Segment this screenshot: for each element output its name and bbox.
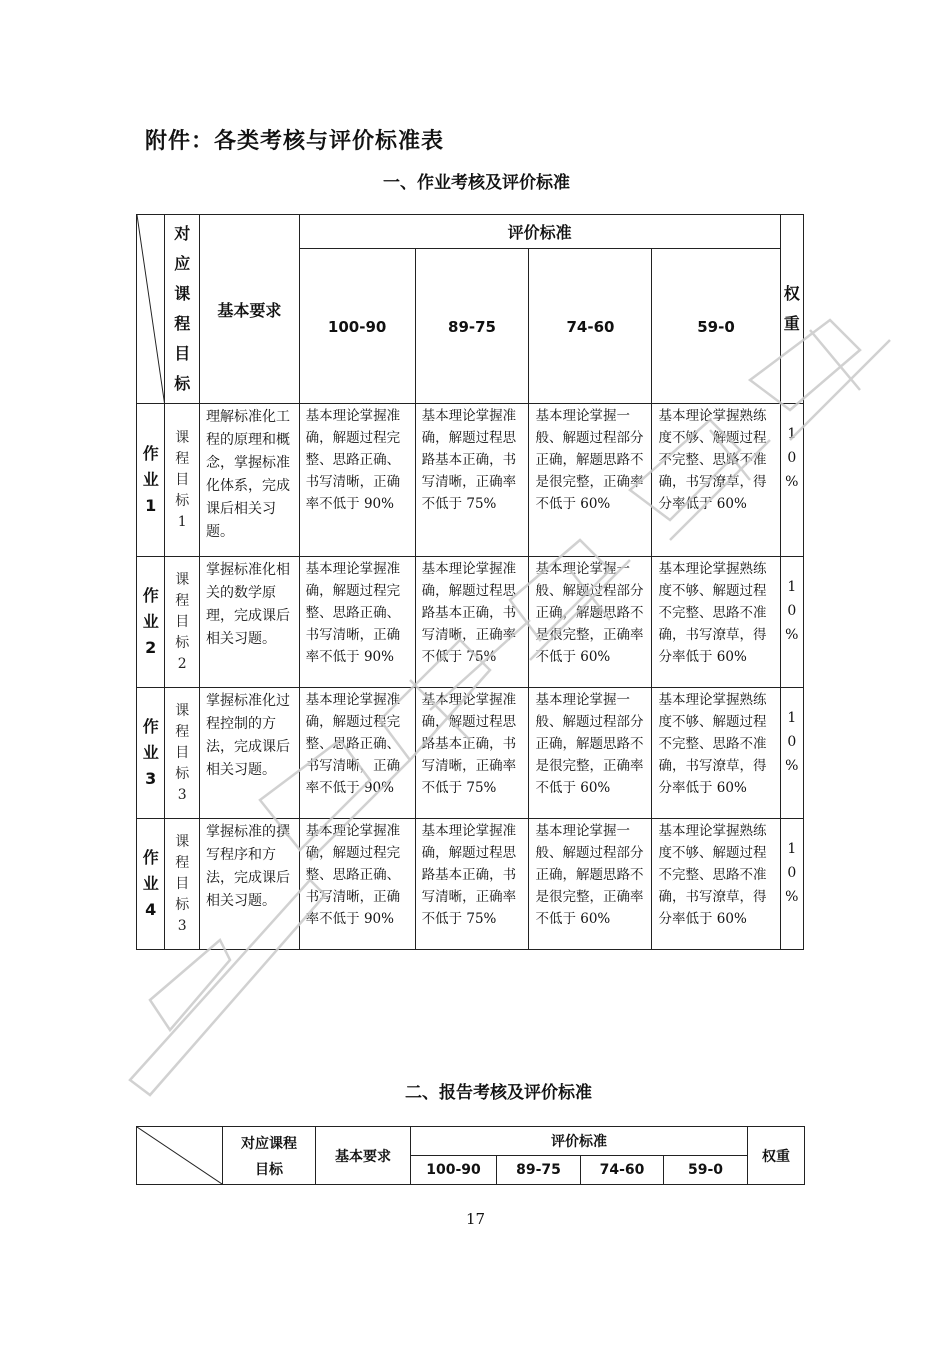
row-course-goal: 课 程 目 标 3	[165, 819, 200, 950]
row-requirement: 掌握标准的撰写程序和方法，完成课后相关习题。	[200, 819, 300, 950]
criteria-59-0: 基本理论掌握熟练度不够、解题过程不完整、思路不准确，书写潦草，得分率低于 60%	[652, 404, 780, 557]
band-89-75: 89-75	[415, 249, 529, 404]
band-100-90: 100-90	[299, 249, 415, 404]
criteria-100-90: 基本理论掌握准确，解题过程完整、思路正确、书写清晰，正确率不低于 90%	[299, 688, 415, 819]
header-basic-requirement: 基本要求	[316, 1127, 411, 1185]
row-requirement: 掌握标准化相关的数学原理，完成课后相关习题。	[200, 557, 300, 688]
header-evaluation-criteria: 评价标准	[411, 1127, 748, 1156]
table-row	[137, 819, 804, 950]
row-course-goal: 课 程 目 标 1	[165, 404, 200, 557]
criteria-74-60: 基本理论掌握一般、解题过程部分正确，解题思路不是很完整，正确率不低于 60%	[529, 404, 652, 557]
table-row	[137, 688, 804, 819]
row-label: 作 业 1	[137, 404, 165, 557]
criteria-89-75: 基本理论掌握准确，解题过程思路基本正确，书写清晰，正确率不低于 75%	[415, 688, 529, 819]
criteria-89-75: 基本理论掌握准确，解题过程思路基本正确，书写清晰，正确率不低于 75%	[415, 819, 529, 950]
row-requirement: 掌握标准化过程控制的方法，完成课后相关习题。	[200, 688, 300, 819]
diagonal-header-cell	[137, 215, 165, 404]
row-label: 作 业 3	[137, 688, 165, 819]
band-100-90: 100-90	[411, 1156, 497, 1185]
criteria-89-75: 基本理论掌握准确，解题过程思路基本正确，书写清晰，正确率不低于 75%	[415, 404, 529, 557]
criteria-74-60: 基本理论掌握一般、解题过程部分正确，解题思路不是很完整，正确率不低于 60%	[529, 557, 652, 688]
header-course-goal: 对 应 课 程 目 标	[165, 215, 200, 404]
header-evaluation-criteria: 评价标准	[299, 215, 780, 249]
criteria-89-75: 基本理论掌握准确，解题过程思路基本正确，书写清晰，正确率不低于 75%	[415, 557, 529, 688]
criteria-100-90: 基本理论掌握准确，解题过程完整、思路正确、书写清晰，正确率不低于 90%	[299, 819, 415, 950]
header-course-goal: 对应课程 目标	[223, 1127, 316, 1185]
criteria-74-60: 基本理论掌握一般、解题过程部分正确，解题思路不是很完整，正确率不低于 60%	[529, 819, 652, 950]
row-requirement: 理解标准化工程的原理和概念，掌握标准化体系，完成课后相关习题。	[200, 404, 300, 557]
row-weight: 1 0 %	[780, 819, 803, 950]
row-weight: 1 0 %	[780, 404, 803, 557]
criteria-59-0: 基本理论掌握熟练度不够、解题过程不完整、思路不准确，书写潦草，得分率低于 60%	[652, 557, 780, 688]
table-row	[137, 404, 804, 557]
row-weight: 1 0 %	[780, 557, 803, 688]
row-course-goal: 课 程 目 标 2	[165, 557, 200, 688]
report-criteria-table	[136, 1126, 805, 1185]
row-weight: 1 0 %	[780, 688, 803, 819]
band-74-60: 74-60	[529, 249, 652, 404]
band-89-75: 89-75	[497, 1156, 581, 1185]
band-59-0: 59-0	[652, 249, 780, 404]
header-basic-requirement: 基本要求	[200, 215, 300, 404]
page-title: 附件：各类考核与评价标准表	[145, 129, 445, 154]
criteria-74-60: 基本理论掌握一般、解题过程部分正确，解题思路不是很完整，正确率不低于 60%	[529, 688, 652, 819]
criteria-100-90: 基本理论掌握准确，解题过程完整、思路正确、书写清晰，正确率不低于 90%	[299, 404, 415, 557]
homework-criteria-table	[136, 214, 804, 950]
section-title-report: 二、报告考核及评价标准	[405, 1083, 592, 1103]
row-label: 作 业 4	[137, 819, 165, 950]
criteria-59-0: 基本理论掌握熟练度不够、解题过程不完整、思路不准确，书写潦草，得分率低于 60%	[652, 688, 780, 819]
criteria-59-0: 基本理论掌握熟练度不够、解题过程不完整、思路不准确，书写潦草，得分率低于 60%	[652, 819, 780, 950]
band-59-0: 59-0	[664, 1156, 748, 1185]
row-course-goal: 课 程 目 标 3	[165, 688, 200, 819]
row-label: 作 业 2	[137, 557, 165, 688]
header-weight: 权 重	[780, 215, 803, 404]
page-number: 17	[466, 1210, 486, 1228]
header-weight: 权重	[748, 1127, 805, 1185]
section-title-homework: 一、作业考核及评价标准	[383, 173, 570, 193]
criteria-100-90: 基本理论掌握准确，解题过程完整、思路正确、书写清晰，正确率不低于 90%	[299, 557, 415, 688]
band-74-60: 74-60	[581, 1156, 664, 1185]
table-row	[137, 557, 804, 688]
diagonal-header-cell	[137, 1127, 223, 1185]
